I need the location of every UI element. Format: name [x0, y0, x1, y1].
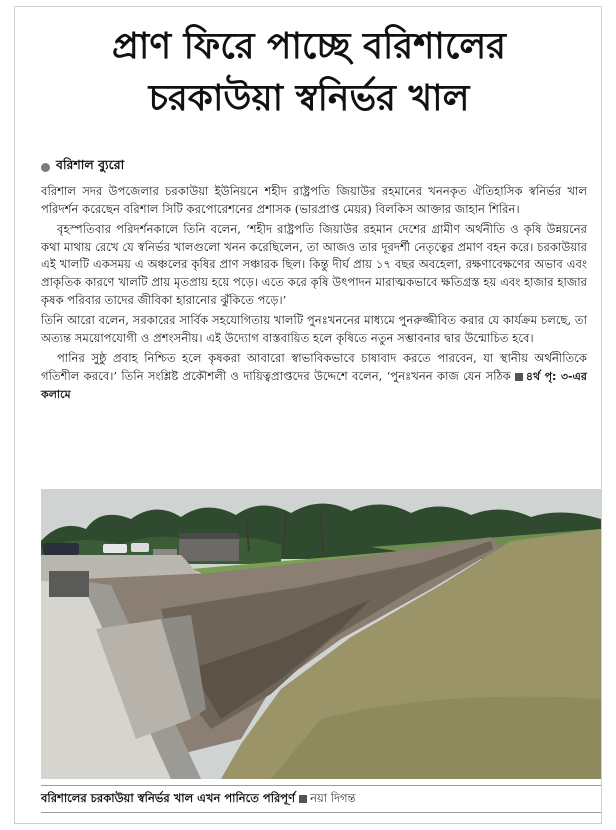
headline [15, 21, 603, 125]
paragraph-2: বৃহস্পতিবার পরিদর্শনকালে তিনি বলেন, ‘শহীদ রাষ্ট্রপতি জিয়াউর রহমান দেশের গ্রামীণ অর্থনীতি ও কৃষি উন্নয়নের কথা মাথায় রেখে যে স্বনির্ভর খালগুলো খনন করেছিলেন, তা আজও তার দূরদর্শী নেতৃত্বের প্রমাণ বহন করে। চরকাউয়ার এই খালটি একসময় এ অঞ্চলের কৃষির প্রাণ সঞ্চারক ছিল। কিন্তু দীর্ঘ প্রায় ১৭ বছর অবহেলা, রক্ষণাবেক্ষণের অভাব এবং প্রাকৃতিক কারণে খালটি প্রায় মৃতপ্রায় হয়ে পড়ে। এতে করে কৃষি উৎপাদন মারাত্মকভাবে ক্ষতিগ্রস্ত হয় এবং হাজার হাজার কৃষক পরিবার তাদের জীবিকা হারানোর ঝুঁকিতে পড়ে।’ [41, 222, 587, 307]
square-bullet-icon [515, 373, 523, 381]
paragraph-4-text: পানির সুষ্ঠু প্রবাহ নিশ্চিত হলে কৃষকরা আবারো স্বাভাবিকভাবে চাষাবাদ করতে পারবেন, যা স্থানীয় অর্থনীতিকে গতিশীল করবে।’ তিনি সংশ্লিষ্ট প্রকৌশলী ও দায়িত্বপ্রাপ্তদের উদ্দেশে বলেন, ‘পুনঃখনন কাজ যেন সঠিক [41, 351, 587, 383]
photo-caption [41, 785, 601, 813]
headline-line-1: প্রাণ ফিরে পাচ্ছে বরিশালের [112, 26, 506, 67]
paragraph-4 [41, 350, 587, 403]
square-bullet-icon [299, 795, 307, 803]
canal-photo [41, 489, 601, 779]
byline [41, 157, 124, 177]
photo-credit: নয়া দিগন্ত [310, 790, 356, 805]
paragraph-1: বরিশাল সদর উপজেলার চরকাউয়া ইউনিয়নে শহীদ রাষ্ট্রপতি জিয়াউর রহমানের খননকৃত ঐতিহাসিক স্বনির্ভর খাল পরিদর্শন করেছেন বরিশাল সিটি করপোরেশনের প্রশাসক (ভারপ্রাপ্ত মেয়র) বিলকিস আক্তার জাহান শিরিন। [41, 184, 587, 216]
headline-line-2: চরকাউয়া স্বনির্ভর খাল [148, 78, 470, 119]
byline-text: বরিশাল ব্যুরো [56, 157, 125, 172]
paragraph-3: তিনি আরো বলেন, সরকারের সার্বিক সহযোগিতায় খালটি পুনঃখননের মাধ্যমে পুনরুজ্জীবিত করার যে কার্যক্রম চলছে, তা অত্যন্ত সময়োপযোগী ও প্রশংসনীয়। এই উদ্যোগ বাস্তবায়িত হলে কৃষিতে নতুন সম্ভাবনার দ্বার উন্মোচিত হবে। [41, 313, 587, 345]
article-body [41, 183, 587, 406]
continued-reference: ৪র্থ পৃ: ৩-এর কলামে [41, 369, 587, 401]
bullet-icon [41, 163, 50, 172]
newspaper-clipping [14, 6, 602, 824]
caption-text: বরিশালের চরকাউয়া স্বনির্ভর খাল এখন পানিতে পরিপূর্ণ [41, 790, 296, 805]
